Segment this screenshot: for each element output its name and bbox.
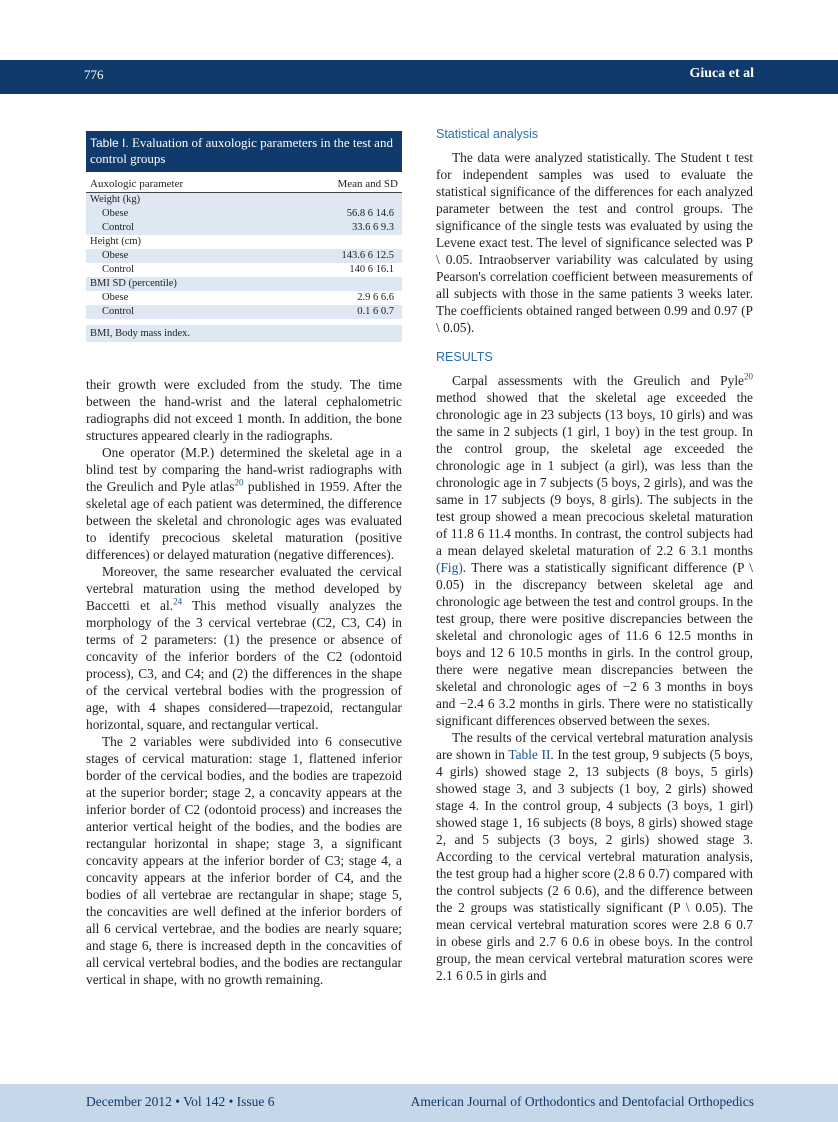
table-header-row: [86, 172, 402, 193]
table-col-mean-sd: Mean and SD: [337, 178, 398, 190]
table-row: Control 140 6 16.1: [102, 264, 394, 275]
paragraph: The 2 variables were subdivided into 6 consecutive stages of cervical maturation: stage 1, flattened inferior border of the cervical bodies, and the bodies are trapezoid at the superior border; stage 2, a concavity appears at the inferior border of C2 (odontoid process) and increases the anterior vertical height of the bodies, and the bodies are rectangular horizontal in shape; stage 3, a significant concavity appears at the inferior border of C3; stage 4, a concavity appears at the inferior border of C4, and the bodies of all vertebrae are rectangular in shape; stage 5, the concavities are well defined at the inferior borders of all 6 cervical vertebrae, and the bodies are nearly square; and stage 6, there is increased depth in the concavities of all cervical vertebral bodies, and the bodies are rectangular vertical in shape, with no growth remaining.: [86, 734, 402, 987]
table-row: Control 0.1 6 0.7: [86, 305, 402, 319]
table-title-bar: [86, 131, 402, 172]
paragraph: The results of the cervical vertebral maturation analysis are shown in Table II. In the test group, 9 subjects (5 boys, 4 girls) showed stage 2, 13 subjects (8 boys, 5 girls) showed stage 3, and 3 subjects (1 boy, 2 girls) showed stage 4. In the control group, 4 subjects (3 boys, 1 girl) showed stage 1, 16 subjects (8 boys, 8 girls) showed stage 2, and 5 subjects (3 boys, 2 girls) showed stage 3. According to the cervical vertebral maturation analysis, the test group had a higher score (2.8 6 0.7) compared with the control subjects (2 6 0.6), and the difference between the 2 groups was statistically significant (P \ 0.05). The mean cervical vertebral maturation scores were 2.8 6 0.7 in obese girls and 2.7 6 0.6 in obese boys. In the control group, the mean cervical vertebral maturation scores were 2.1 6 0.5 in girls and: [436, 730, 753, 983]
section-heading-results: RESULTS: [436, 350, 493, 364]
table-row: Obese 143.6 6 12.5: [86, 249, 402, 263]
paragraph: Moreover, the same researcher evaluated the cervical vertebral maturation using the method developed by Baccetti et al.$^{24}$ This method visually analyzes the morphology of the 3 cervical vertebrae (C2, C3, C4) in terms of 2 parameters: (1) the presence or absence of concavity of the inferior borders of the C2 (odontoid process), C3, and C4; and (2) the differences in the shape of the cervical vertebral bodies with the progression of age, with 4 shapes considered—trapezoid, rectangular horizontal, square, and rectangular vertical.: [86, 564, 402, 732]
table-row: Control 33.6 6 9.3: [86, 221, 402, 235]
running-author: Giuca et al: [689, 66, 754, 81]
table-label: Table I.: [90, 136, 129, 150]
page-footer: [0, 1084, 838, 1122]
figure-link[interactable]: (Fig): [436, 560, 463, 575]
left-column-text: [86, 376, 402, 988]
page-number: 776: [84, 67, 104, 82]
page-header: [0, 60, 838, 94]
paragraph: One operator (M.P.) determined the skeletal age in a blind test by comparing the hand-wrist radiographs with the Greulich and Pyle atlas$^{20}$ published in 1959. After the skeletal age of each patient was determined, the difference between the skeletal and chronologic ages was evaluated to identify precocious skeletal maturation (positive differences) or delayed maturation (negative differences).: [86, 445, 402, 562]
table-footnote: BMI, Body mass index.: [86, 325, 402, 342]
paragraph: Carpal assessments with the Greulich and Pyle$^{20}$ method showed that the skeletal age exceeded the chronologic age in 23 subjects (13 boys, 10 girls) and was the same in 2 subjects (1 girl, 1 boy) in the test group. In the control group, the skeletal age exceeded the chronologic age in 1 subject (a girl), was less than the chronologic age in 7 subjects (5 boys, 2 girls), and was the same in 17 subjects (9 boys, 8 girls). The subjects in the test group showed a mean precocious skeletal maturation of 11.8 6 11.4 months. In contrast, the control subjects had a mean delayed skeletal maturation of 2.2 6 3.1 months (Fig). There was a statistically significant difference (P \ 0.05) in the discrepancy between skeletal age and chronologic age between the test and control groups. In the test group, there were positive discrepancies between the skeletal and chronologic ages of 11.6 6 12.5 months in boys and 12 6 10.5 months in girls. In the control group, there were negative mean discrepancies between the skeletal and chronologic ages of −2 6 3 months in boys and −2.4 6 3.2 months in girls. There were no statistically significant differences observed between the sexes.: [436, 371, 753, 728]
table-row: Obese 2.9 6 6.6: [102, 292, 394, 303]
table-row: Height (cm): [90, 236, 142, 247]
table-row: Weight (kg): [86, 193, 402, 207]
table-col-parameter: Auxologic parameter: [90, 178, 184, 190]
paragraph: their growth were excluded from the study. The time between the hand-wrist and the lateral cephalometric radiographs did not exceed 1 month. In addition, the bone structures appeared clearly in the radiographs.: [86, 377, 402, 443]
journal-name: American Journal of Orthodontics and Dentofacial Orthopedics: [410, 1094, 754, 1109]
issue-info: December 2012 • Vol 142 • Issue 6: [86, 1094, 275, 1109]
citation-link[interactable]: 20: [744, 371, 753, 382]
table-1: [86, 131, 402, 342]
table-row: Obese 56.8 6 14.6: [86, 207, 402, 221]
table-title: Evaluation of auxologic parameters in the test and control groups: [90, 135, 393, 166]
section-heading-statistical: Statistical analysis: [436, 127, 539, 141]
table-link[interactable]: Table II: [508, 747, 551, 762]
citation-link[interactable]: 20: [234, 477, 244, 488]
table-row: BMI SD (percentile): [86, 277, 402, 291]
citation-link[interactable]: 24: [173, 596, 183, 607]
paragraph: The data were analyzed statistically. The Student t test for independent samples was used to evaluate the statistical significance of the differences for each analyzed parameter between the test and control groups. The significance of the single tests was evaluated by using the Levene exact test. The level of significance selected was P \ 0.05. Intraobserver variability was calculated by using Pearson's correlation coefficient between measurements of all subjects with those in the same patients 3 weeks later. The coefficients obtained ranged between 0.99 and 0.97 (P \ 0.05).: [436, 150, 753, 335]
right-column-text: [436, 126, 753, 984]
